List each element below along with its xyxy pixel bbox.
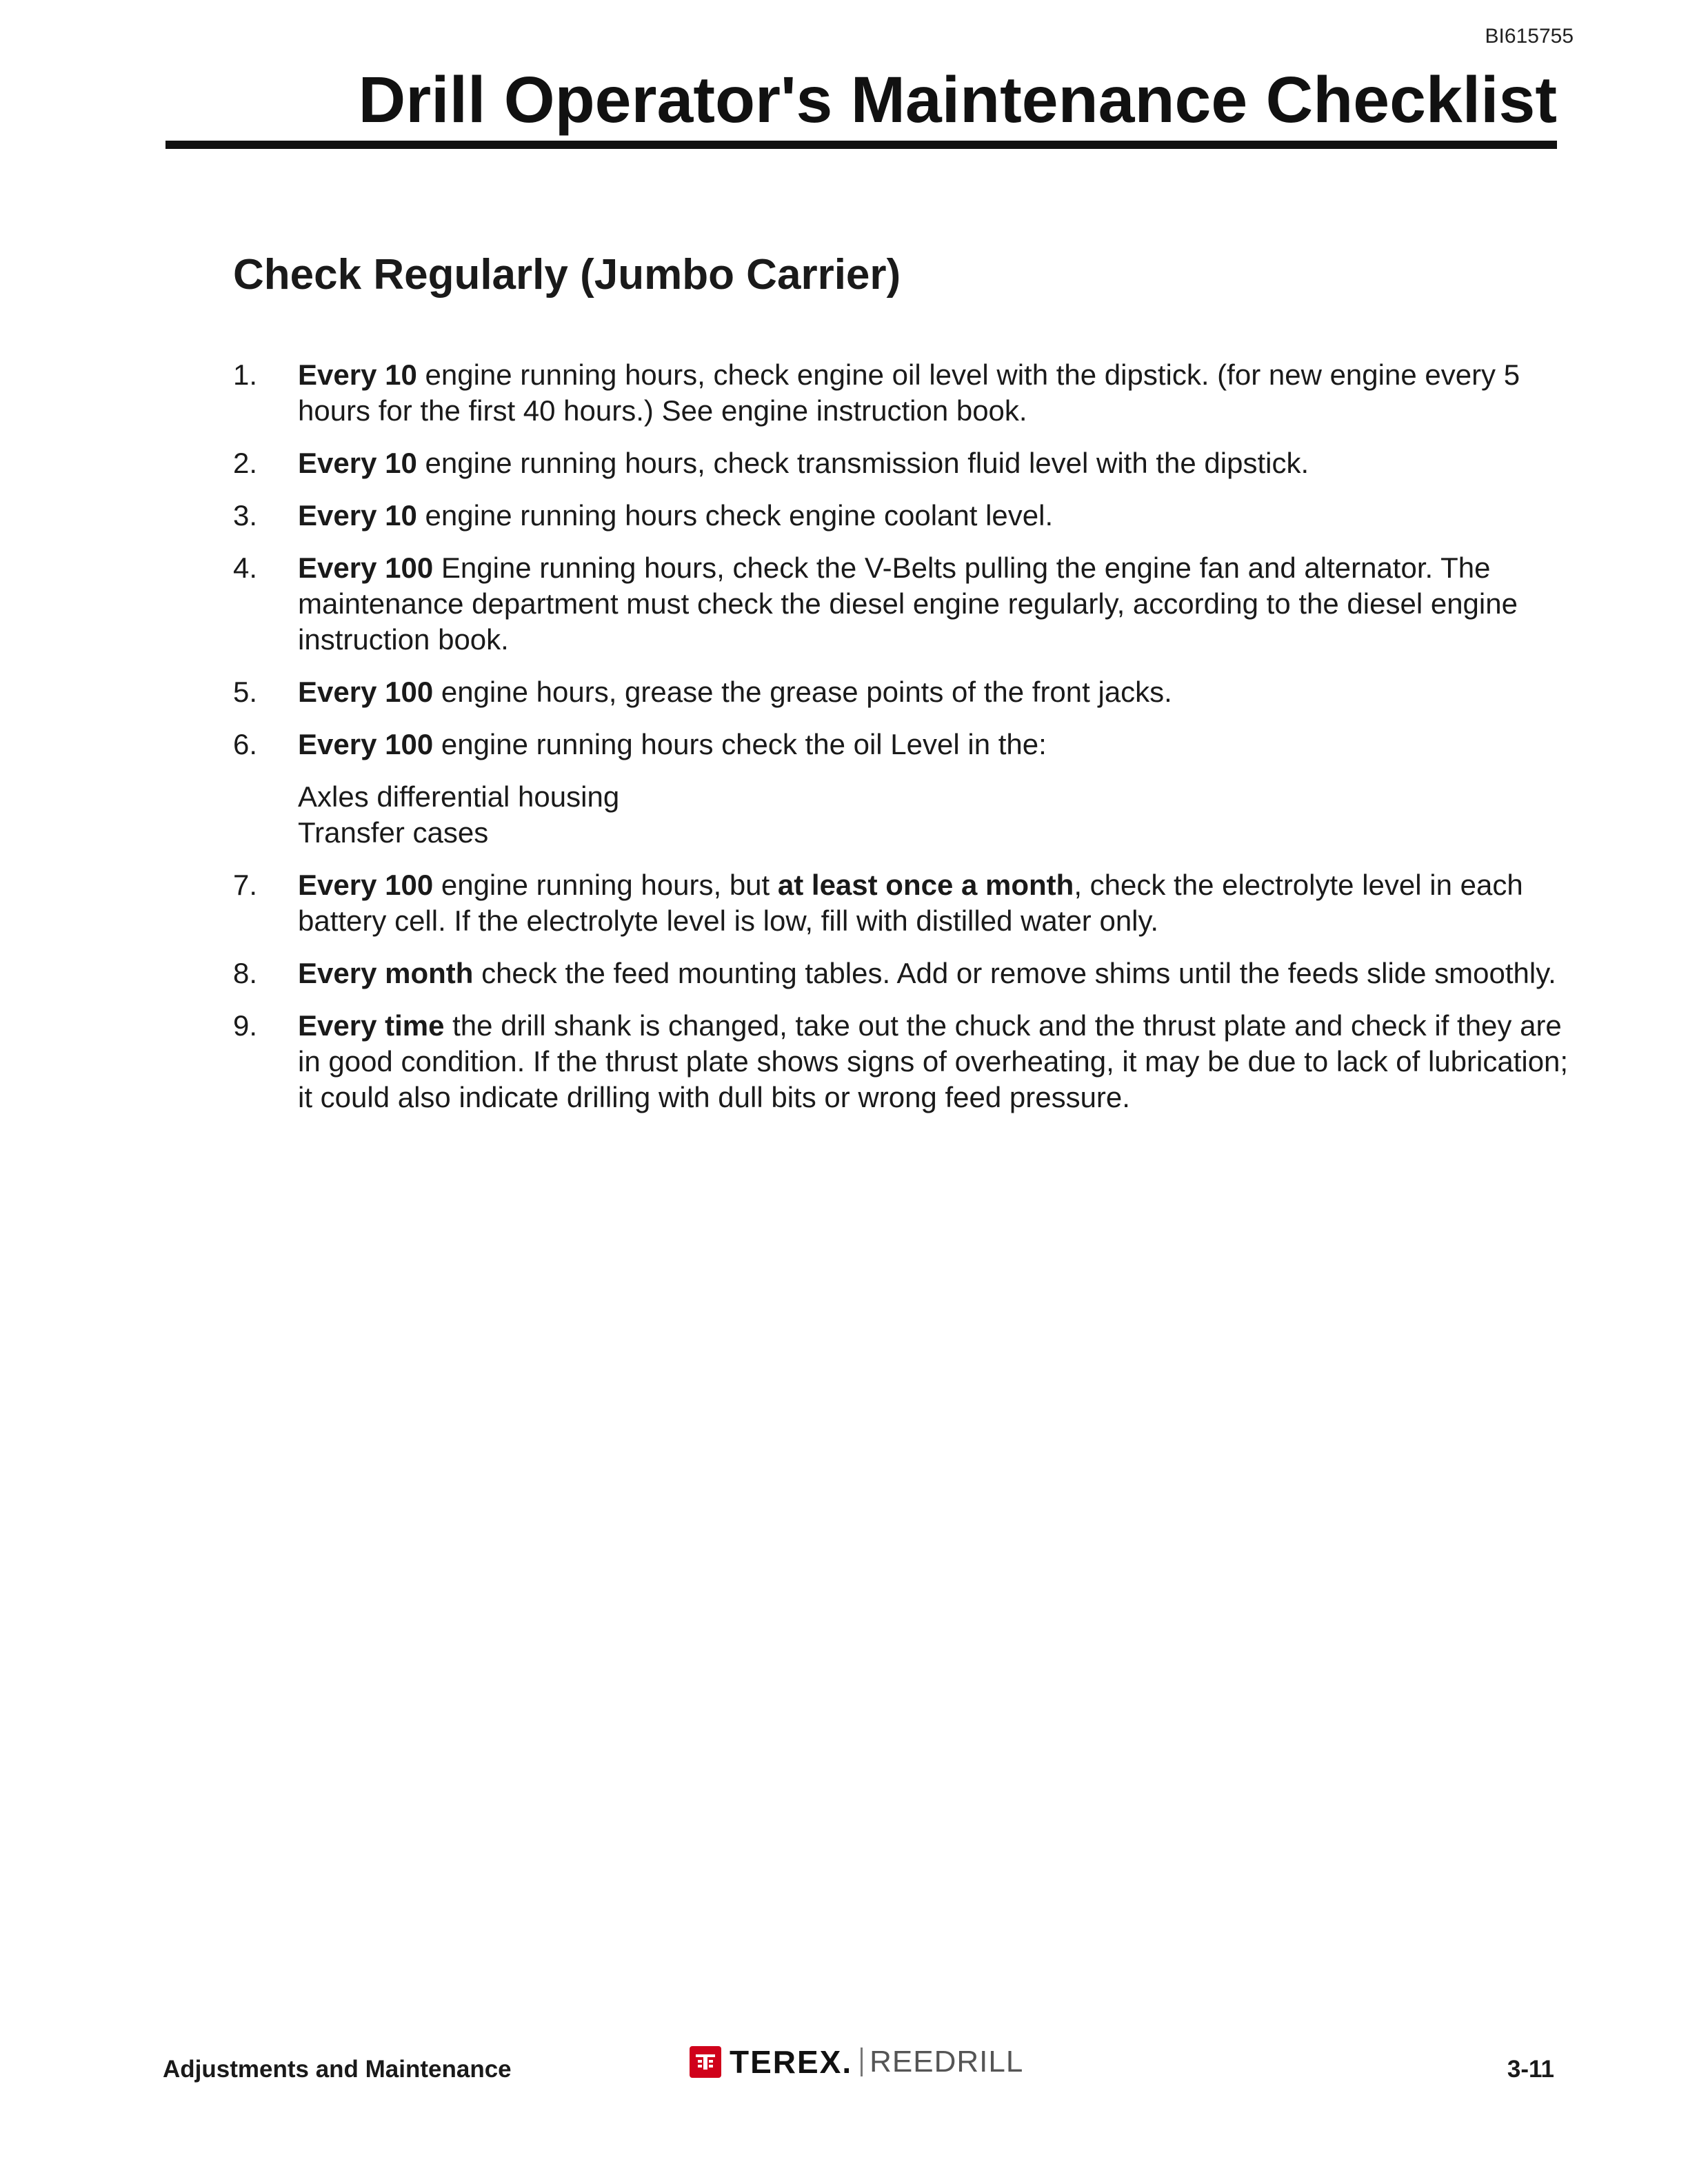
item-number: 5. <box>233 676 258 708</box>
item-text <box>298 552 1518 656</box>
checklist-item-9 <box>233 1008 1571 1115</box>
title-rule <box>165 141 1557 149</box>
page-title: Drill Operator's Maintenance Checklist <box>358 63 1557 136</box>
item-number: 3. <box>233 499 258 532</box>
checklist-item-1 <box>233 357 1571 429</box>
item-text <box>298 957 1556 989</box>
maintenance-checklist <box>233 357 1571 1132</box>
item-description: Engine running hours, check the V-Belts pulling the engine fan and alternator. The maintenance department must check the diesel engine regularly, according to the diesel engine instruction book. <box>298 552 1518 656</box>
checklist-item-8 <box>233 956 1571 991</box>
item-text <box>298 676 1172 708</box>
checklist-item-4 <box>233 550 1571 658</box>
logo-divider <box>861 2048 863 2076</box>
item-number: 1. <box>233 358 258 391</box>
item-interval: Every 100 <box>298 552 434 584</box>
section-heading: Check Regularly (Jumbo Carrier) <box>233 251 901 299</box>
item-interval: Every 100 <box>298 728 434 760</box>
item-text <box>298 358 1520 427</box>
item-number: 2. <box>233 447 258 479</box>
checklist-item-2 <box>233 445 1571 481</box>
item-text <box>298 447 1309 479</box>
item-text <box>298 499 1053 532</box>
logo-emblem-icon <box>694 2052 717 2072</box>
sub-item-transfer-cases: Transfer cases <box>298 816 489 849</box>
item-description: engine running hours, check transmission fluid level with the dipstick. <box>416 447 1309 479</box>
item-interval: Every 100 <box>298 869 434 901</box>
checklist-item-7 <box>233 867 1571 939</box>
item-number: 7. <box>233 869 258 901</box>
item-number: 8. <box>233 957 258 989</box>
item-interval: Every 10 <box>298 358 417 391</box>
item-interval: Every 10 <box>298 499 417 532</box>
item-number: 4. <box>233 552 258 584</box>
item-description: check the feed mounting tables. Add or remove shims until the feeds slide smoothly. <box>473 957 1556 989</box>
sub-item-axles: Axles differential housing <box>298 780 620 813</box>
page-number: 3-11 <box>1507 2056 1554 2083</box>
item-text <box>298 1009 1568 1113</box>
item-interval: Every time <box>298 1009 445 1042</box>
item-number: 6. <box>233 728 258 760</box>
item-interval: Every month <box>298 957 474 989</box>
item-text <box>298 728 1047 760</box>
item-description: engine running hours check the oil Level in the: <box>433 728 1047 760</box>
checklist-item-6 <box>233 727 1571 851</box>
item-text <box>298 869 1523 937</box>
footer-section-name: Adjustments and Maintenance <box>163 2056 512 2083</box>
footer-logo <box>690 2045 1023 2079</box>
logo-brand: TEREX. <box>730 2044 853 2080</box>
item-description: engine running hours check engine coolant level. <box>416 499 1054 532</box>
item-interval: Every 10 <box>298 447 417 479</box>
item-description: engine running hours, but <box>433 869 778 901</box>
checklist-item-3 <box>233 498 1571 534</box>
item-number: 9. <box>233 1009 258 1042</box>
item-description: engine running hours, check engine oil level with the dipstick. (for new engine every 5 hours for the first 40 hours.) See engine instruction book. <box>298 358 1520 427</box>
logo-subbrand: REEDRILL <box>870 2045 1024 2079</box>
item-description: engine hours, grease the grease points of the front jacks. <box>433 676 1172 708</box>
oil-check-locations <box>298 779 1571 851</box>
terex-logo-mark-icon <box>690 2046 721 2078</box>
item-description: the drill shank is changed, take out the chuck and the thrust plate and check if they are in good condition. If the thrust plate shows signs of overheating, it may be due to lack of lubrication; it could also indicate drilling with dull bits or wrong feed pressure. <box>298 1009 1569 1113</box>
item-emphasis: at least once a month <box>777 869 1074 901</box>
document-id: BI615755 <box>1485 25 1574 48</box>
item-interval: Every 100 <box>298 676 434 708</box>
item-description-continued: , check the electrolyte level in each battery cell. If the electrolyte level is low, fill with distilled water only. <box>298 869 1523 937</box>
checklist-item-5 <box>233 674 1571 710</box>
